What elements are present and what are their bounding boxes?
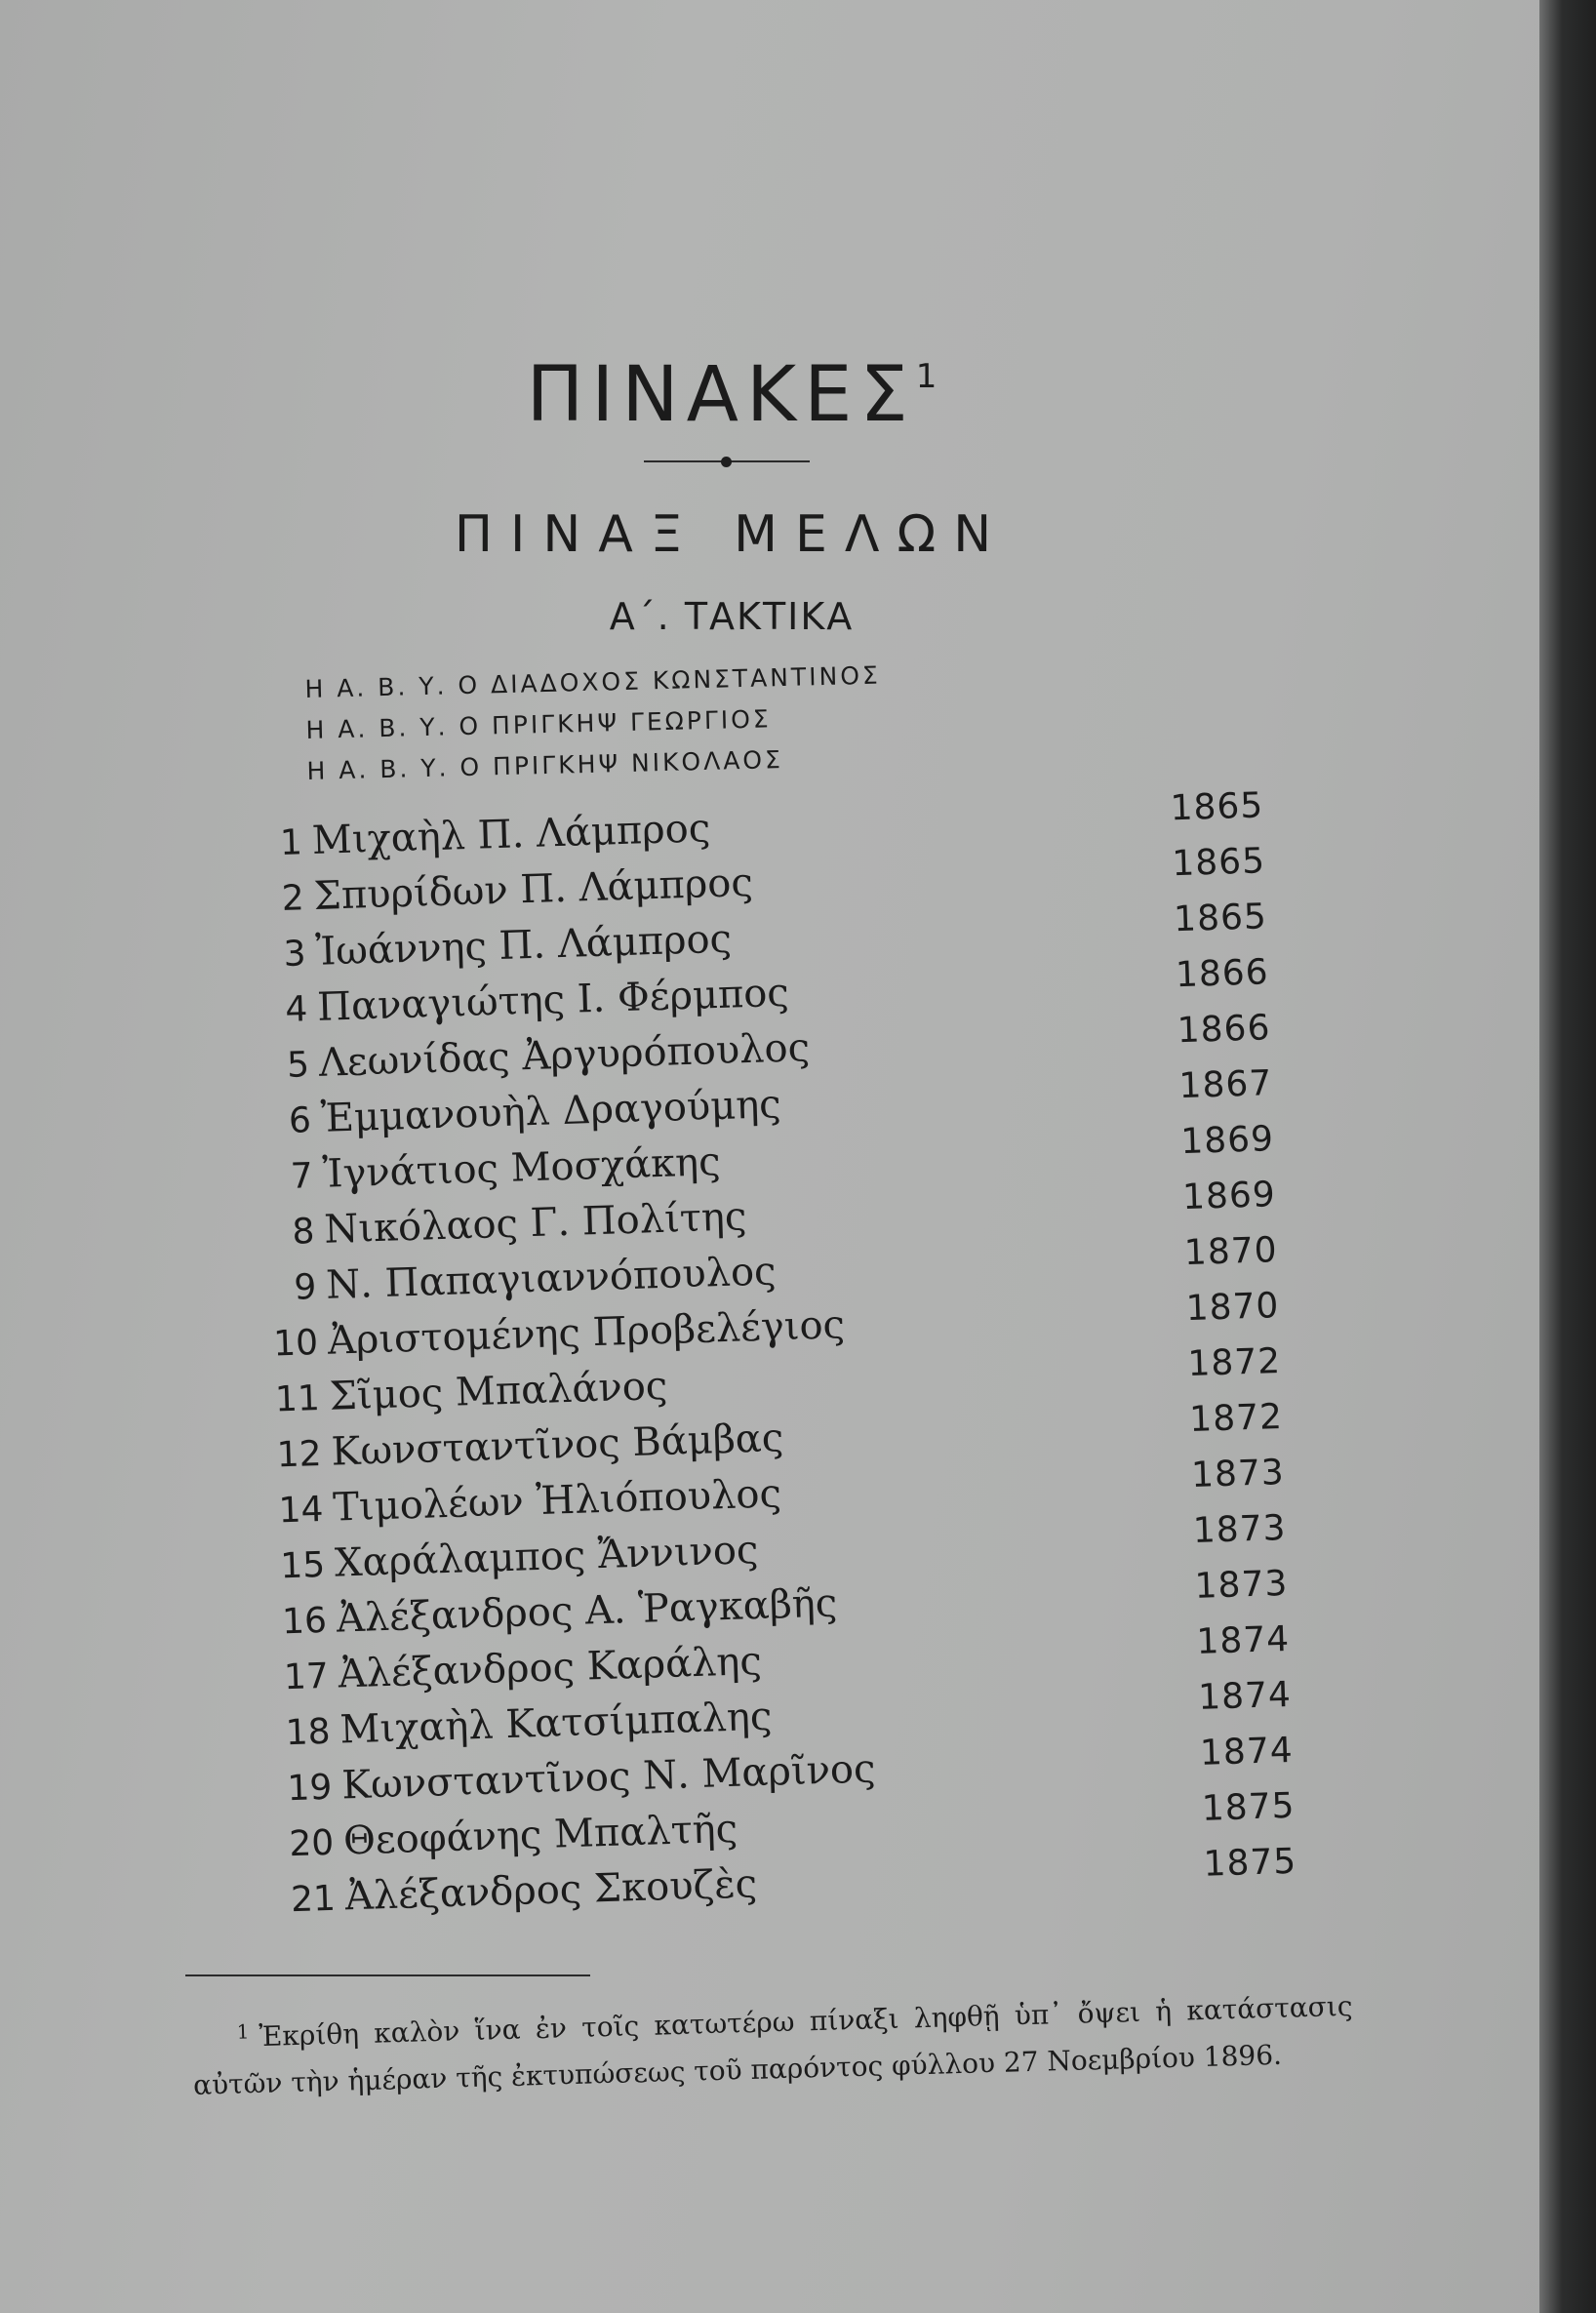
page-title-text: ΠΙΝΑΚΕΣ: [526, 351, 916, 439]
member-name: Χαράλαμπος Ἄννινος: [334, 1527, 759, 1586]
member-number: 19: [286, 1767, 333, 1810]
member-number: 5: [286, 1045, 310, 1086]
member-year: 1872: [1188, 1397, 1284, 1441]
member-name: Σπυρίδων Π. Λάμπρος: [312, 859, 754, 919]
member-year: 1873: [1194, 1563, 1289, 1607]
member-name: Παναγιώτης Ι. Φέρμπος: [316, 970, 790, 1030]
member-year: 1874: [1197, 1674, 1293, 1718]
member-number: 15: [279, 1544, 326, 1587]
member-name: Ἰγνάτιος Μοσχάκης: [321, 1139, 722, 1197]
member-name: Τιμολέων Ἠλιόπουλος: [332, 1471, 782, 1531]
member-name: Κωνσταντῖνος Ν. Μαρῖνος: [340, 1746, 877, 1809]
member-year: 1869: [1181, 1175, 1277, 1218]
member-number: 14: [277, 1489, 325, 1532]
member-year: 1874: [1199, 1730, 1295, 1774]
footnote-text: Ἐκρίθη καλὸν ἵνα ἐν τοῖς κατωτέρω πίναξι ληφθῇ ὑπ᾽ ὄψει ἡ κατάστασις αὐτῶν τὴν ἡμέραν τῆς ἐκτυπώσεως τοῦ παρόντος φύλλου 27 Νοεμβρίου 1896.: [192, 1989, 1353, 2101]
royal-member: Η Α. Β. Υ. Ο ΔΙΑΔΟΧΟΣ ΚΩΝΣΤΑΝΤΙΝΟΣ: [304, 660, 882, 703]
member-name: Μιχαὴλ Π. Λάμπρος: [311, 806, 711, 863]
member-number: 18: [285, 1711, 332, 1754]
royal-member: Η Α. Β. Υ. Ο ΠΡΙΓΚΗΨ ΝΙΚΟΛΑΟΣ: [306, 745, 784, 785]
member-year: 1875: [1201, 1785, 1297, 1829]
member-name: Λεωνίδας Ἀργυρόπουλος: [318, 1025, 811, 1086]
footnote-divider: [185, 1974, 590, 1976]
member-number: 9: [293, 1267, 317, 1308]
member-name: Νικόλαος Γ. Πολίτης: [323, 1194, 747, 1253]
member-number: 1: [279, 822, 303, 863]
member-year: 1866: [1177, 1008, 1271, 1052]
member-number: 4: [284, 989, 308, 1030]
member-number: 7: [290, 1156, 314, 1197]
member-year: 1867: [1177, 1063, 1273, 1107]
member-name: Ν. Παπαγιαννόπουλος: [325, 1249, 778, 1308]
member-name: Ἐμμανουὴλ Δραγούμης: [320, 1082, 782, 1141]
footnote: [191, 1977, 1354, 2109]
member-name: Θεοφάνης Μπαλτῆς: [342, 1806, 738, 1864]
member-year: 1873: [1190, 1452, 1286, 1495]
book-spine-shadow: [1539, 0, 1596, 2313]
member-number: 3: [282, 934, 307, 975]
footnote-reference: 1: [915, 357, 938, 396]
member-year: 1869: [1179, 1119, 1275, 1163]
member-year: 1873: [1192, 1507, 1288, 1551]
member-number: 10: [272, 1323, 319, 1365]
members-list: [249, 783, 1297, 1927]
member-name: Ἀλέξανδρος Α. Ῥαγκαβῆς: [336, 1580, 838, 1642]
member-name: Ἰωάννης Π. Λάμπρος: [314, 916, 733, 975]
section-subtitle: Α΄. ΤΑΚΤΙΚΑ: [609, 595, 855, 638]
member-number: 21: [290, 1878, 337, 1921]
member-name: Μιχαὴλ Κατσίμπαλης: [339, 1694, 773, 1753]
member-number: 8: [291, 1212, 316, 1253]
member-year: 1870: [1183, 1230, 1279, 1274]
member-name: Ἀλέξανδρος Σκουζὲς: [344, 1861, 758, 1920]
member-year: 1866: [1175, 952, 1270, 996]
member-year: 1874: [1195, 1618, 1291, 1662]
title-ornament: [644, 457, 810, 464]
section-title: ΠΙΝΑΞ ΜΕΛΩΝ: [454, 505, 1010, 564]
member-year: 1865: [1171, 841, 1266, 885]
footnote-mark: 1: [236, 2019, 250, 2044]
ornament-dot: [721, 457, 732, 467]
royal-member: Η Α. Β. Υ. Ο ΠΡΙΓΚΗΨ ΓΕΩΡΓΙΟΣ: [305, 704, 772, 744]
member-number: 2: [281, 878, 305, 919]
member-year: 1870: [1185, 1286, 1280, 1330]
member-year: 1875: [1202, 1841, 1297, 1885]
member-name: Ἀριστομένης Προβελέγιος: [327, 1302, 846, 1364]
page-title: [0, 351, 1463, 439]
member-number: 20: [288, 1822, 335, 1865]
member-name: Σῖμος Μπαλάνος: [329, 1363, 668, 1419]
member-number: 6: [288, 1100, 312, 1141]
royal-members-list: [304, 656, 883, 792]
member-year: 1872: [1186, 1341, 1282, 1385]
member-number: 16: [281, 1600, 328, 1643]
member-year: 1865: [1173, 897, 1268, 940]
member-year: 1865: [1169, 785, 1264, 829]
member-number: 11: [274, 1378, 321, 1420]
member-name: Κωνσταντῖνος Βάμβας: [330, 1416, 784, 1475]
member-number: 17: [283, 1655, 330, 1698]
member-name: Ἀλέξανδρος Καράλης: [337, 1638, 763, 1697]
member-number: 12: [276, 1433, 323, 1476]
